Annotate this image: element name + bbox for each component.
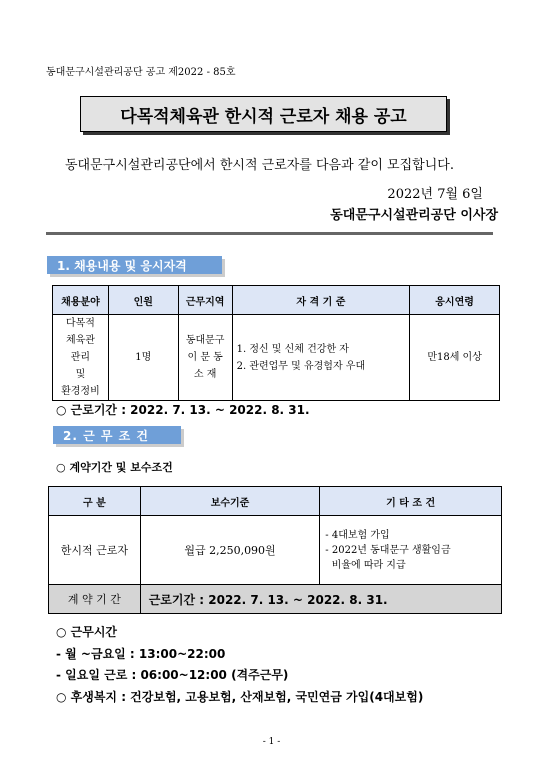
pay-table (48, 486, 502, 614)
cell-pay: 월급 2,250,090원 (140, 516, 320, 585)
header-location: 근무지역 (178, 286, 232, 315)
header-conditions: 기 타 조 건 (320, 487, 502, 516)
cell-qualifications: 1. 정신 및 신체 건강한 자 2. 관련업무 및 유경험자 우대 (232, 315, 410, 401)
table-header-row (49, 487, 502, 516)
contract-subheading: ○ 계약기간 및 보수조건 (56, 461, 173, 474)
table-row-period (49, 585, 502, 614)
work-period-line: ○ 근로기간 : 2022. 7. 13. ~ 2022. 8. 31. (56, 403, 310, 417)
notice-date: 2022년 7월 6일 (387, 187, 483, 202)
hours-heading: ○ 근무시간 (56, 625, 118, 639)
circle-bullet-icon: ○ (56, 625, 71, 639)
weekday-hours: - 월 ~금요일 : 13:00~22:00 (56, 647, 226, 661)
header-age: 응시연령 (410, 286, 500, 315)
circle-bullet-icon: ○ (56, 461, 70, 474)
cell-period-value: 근로기간 : 2022. 7. 13. ~ 2022. 8. 31. (140, 585, 501, 614)
table-header-row (53, 286, 500, 315)
notice-number: 동대문구시설관리공단 공고 제2022 - 85호 (46, 67, 236, 78)
page-title: 다목적체육관 한시적 근로자 채용 공고 (80, 96, 447, 132)
header-category: 구 분 (49, 487, 141, 516)
cell-count: 1명 (108, 315, 178, 401)
circle-bullet-icon: ○ (56, 403, 71, 417)
header-qualifications: 자 격 기 준 (232, 286, 410, 315)
benefits-line: ○ 후생복지 : 건강보험, 고용보험, 산재보험, 국민연금 가입(4대보험) (56, 690, 424, 704)
cell-location: 동대문구 이 문 동 소 재 (178, 315, 232, 401)
section2-heading: 2. 근 무 조 건 (53, 426, 181, 444)
header-field: 채용분야 (53, 286, 109, 315)
cell-category: 한시적 근로자 (49, 516, 141, 585)
cell-field: 다목적 체육관 관리 및 환경정비 (53, 315, 109, 401)
cell-period-label: 계 약 기 간 (49, 585, 141, 614)
organization-name: 동대문구시설관리공단 이사장 (330, 208, 498, 223)
section1-heading: 1. 채용내용 및 응시자격 (47, 256, 222, 274)
cell-conditions: - 4대보험 가입 - 2022년 동대문구 생활임금 비율에 따라 지급 (320, 516, 502, 585)
header-pay: 보수기준 (140, 487, 320, 516)
table-row (49, 516, 502, 585)
recruitment-table (52, 285, 500, 401)
intro-text: 동대문구시설관리공단에서 한시적 근로자를 다음과 같이 모집합니다. (65, 158, 454, 173)
sunday-hours: - 일요일 근로 : 06:00~12:00 (격주근무) (56, 668, 289, 682)
divider (46, 232, 493, 235)
cell-age: 만18세 이상 (410, 315, 500, 401)
page-number: - 1 - (262, 737, 281, 747)
circle-bullet-icon: ○ (56, 690, 71, 704)
table-row (53, 315, 500, 401)
header-count: 인원 (108, 286, 178, 315)
